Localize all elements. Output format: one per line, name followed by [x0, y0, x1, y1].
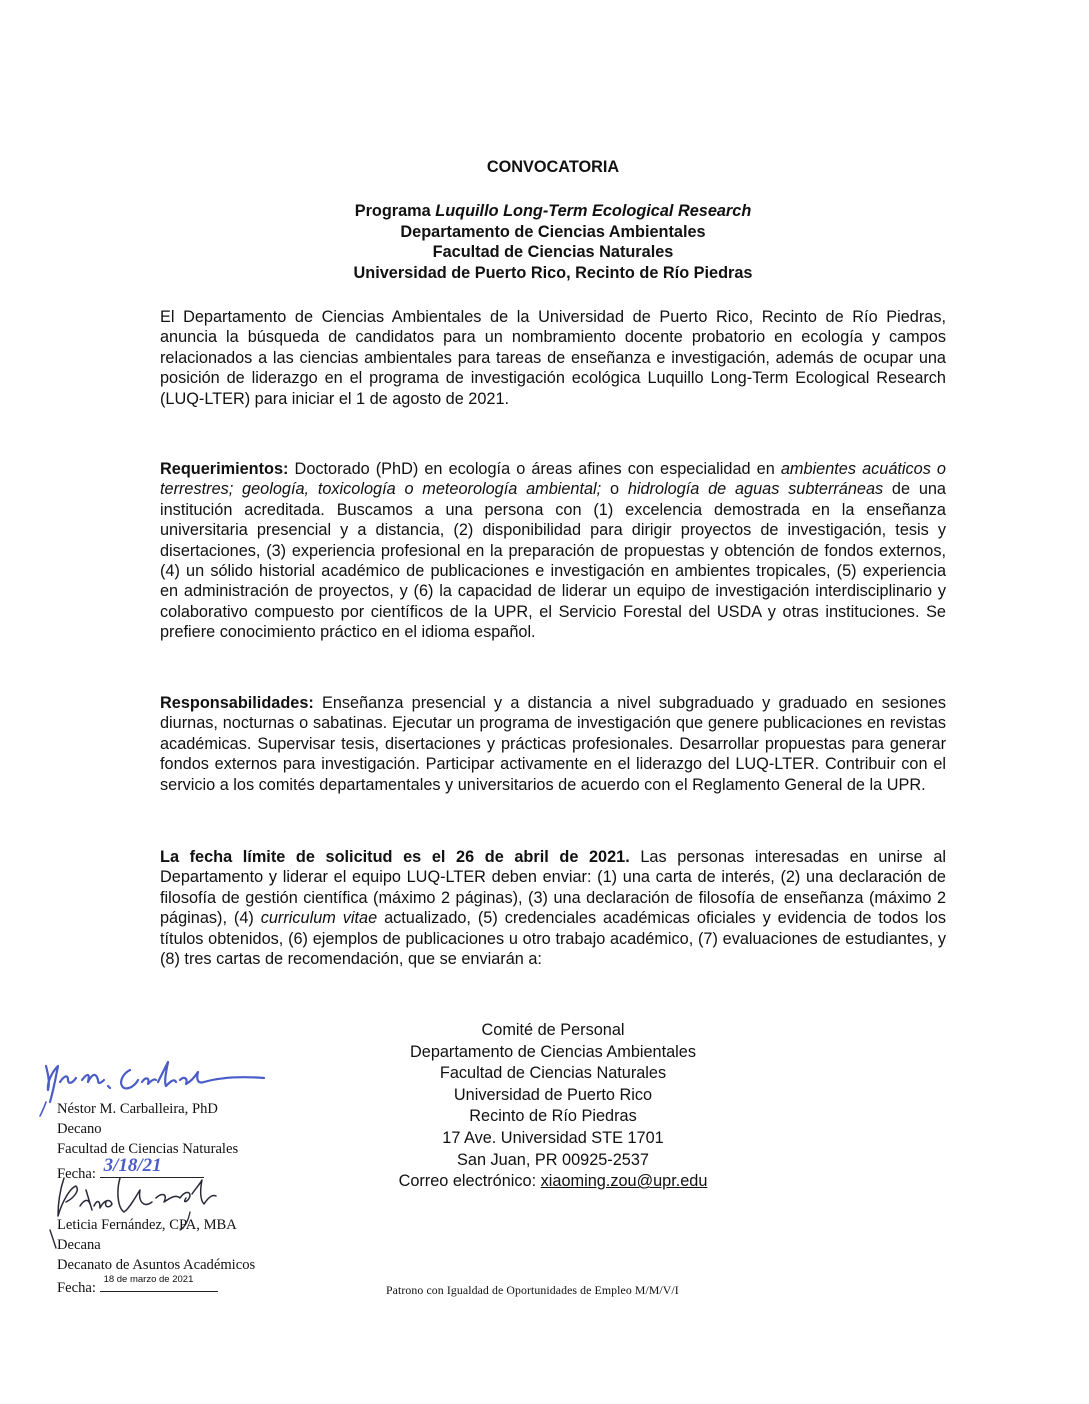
email-label: Correo electrónico: — [398, 1172, 541, 1191]
signatory-name: Néstor M. Carballeira, PhD — [57, 1101, 218, 1117]
requirements-label: Requerimientos: — [160, 460, 289, 478]
responsibilities-text: Enseñanza presencial y a distancia a nivel subgraduado y graduado en sesiones diurnas, nocturnas o sabatinas. Ejecutar un programa de investigación que genere publicaciones en revistas académicas. Supervisar tesis, disertaciones y prácticas profesionales. Desarrollar propuestas para generar fondos externos para investigación. Participar activamente en el liderazgo del LUQ-LTER. Contribuir con el servicio a los comités departamentales y universitarios de acuerdo con el Reglamento General de la UPR. — [160, 694, 946, 794]
signatory-block-academic-dean — [57, 1215, 255, 1298]
address-line: Departamento de Ciencias Ambientales — [410, 1042, 696, 1061]
organization-header — [160, 201, 946, 283]
deadline-paragraph — [160, 847, 946, 969]
signatory-role: Decana — [57, 1237, 101, 1253]
program-line — [160, 201, 946, 222]
address-line: Recinto de Río Piedras — [469, 1107, 637, 1126]
address-line: 17 Ave. Universidad STE 1701 — [442, 1128, 664, 1147]
deadline-text-2: actualizado, (5) credenciales académicas oficiales y evidencia de todos los títulos obtenidos, (6) ejemplos de publicaciones u otro trabajo académico, (7) evaluaciones de estudiantes, y (8) tres cartas de recomendación, que se enviarán a: — [160, 909, 946, 969]
signatory-role: Decano — [57, 1121, 102, 1137]
signatory-date-row — [57, 1155, 238, 1184]
responsibilities-label: Responsabilidades: — [160, 694, 314, 712]
requirements-italic-1: ambientes acuáticos o terrestres; geología, toxicología o meteorología ambiental; — [160, 460, 946, 499]
address-line: San Juan, PR 00925-2537 — [457, 1150, 649, 1169]
handwritten-date: 3/18/21 — [103, 1155, 162, 1176]
intro-paragraph: El Departamento de Ciencias Ambientales de la Universidad de Puerto Rico, Recinto de Río Piedras, anuncia la búsqueda de candidatos para un nombramiento docente probatorio en ecología y campos relacionados a las ciencias ambientales para tareas de enseñanza e investigación, además de ocupar una posición de liderazgo en el programa de investigación ecológica Luquillo Long-Term Ecological Research (LUQ-LTER) para iniciar el 1 de agosto de 2021. — [160, 308, 946, 408]
signatory-unit: Decanato de Asuntos Académicos — [57, 1257, 256, 1273]
requirements-text-1: Doctorado (PhD) en ecología o áreas afines con especialidad en — [288, 460, 781, 478]
program-name: Luquillo Long-Term Ecological Research — [435, 202, 752, 220]
requirements-text-2: o — [601, 480, 628, 499]
deadline-italic-1: curriculum vitae — [260, 909, 378, 928]
university-line: Universidad de Puerto Rico, Recinto de Río Piedras — [353, 263, 753, 282]
deadline-text-1: Las personas interesadas en unirse al Departamento y liderar el equipo LUQ-LTER deben enviar: (1) una carta de interés, (2) una declaración de filosofía de gestión científica (máximo 2 páginas), (3) una declaración de filosofía de enseñanza (máximo 2 páginas), (4) — [160, 848, 946, 928]
requirements-italic-2: hidrología de aguas subterráneas — [627, 480, 884, 499]
date-field — [100, 1275, 218, 1292]
department-line: Departamento de Ciencias Ambientales — [400, 222, 706, 241]
document-title: CONVOCATORIA — [486, 158, 620, 176]
signatory-block-dean — [57, 1099, 238, 1184]
date-field — [100, 1155, 204, 1178]
equal-opportunity-footer: Patrono con Igualdad de Oportunidades de Empleo M/M/V/I — [386, 1283, 679, 1297]
email-link[interactable]: xiaoming.zou@upr.edu — [540, 1172, 708, 1191]
program-prefix: Programa — [354, 202, 436, 220]
signatory-date-row — [57, 1275, 255, 1298]
typed-date: 18 de marzo de 2021 — [103, 1274, 194, 1285]
faculty-line: Facultad de Ciencias Naturales — [432, 243, 674, 261]
responsibilities-paragraph — [160, 693, 946, 795]
requirements-paragraph — [160, 459, 946, 643]
address-line: Universidad de Puerto Rico — [453, 1085, 653, 1104]
address-line: Comité de Personal — [481, 1021, 625, 1039]
signatory-unit: Facultad de Ciencias Naturales — [57, 1141, 239, 1157]
requirements-text-3: de una institución acreditada. Buscamos a una persona con (1) excelencia demostrada en la enseñanza universitaria presencial y a distancia, (2) disponibilidad para dirigir proyectos de investigación, tesis y disertaciones, (3) experiencia profesional en la preparación de propuestas y obtención de fondos externos, (4) un sólido historial académico de publicaciones e investigación en ambientes tropicales, (5) experiencia en administración de proyectos, y (6) la capacidad de liderar un equipo de investigación interdisciplinario y colaborativo compuesto por científicos de la UPR, el Servicio Forestal del USDA y otras instituciones. Se prefiere conocimiento práctico en el idioma español. — [160, 480, 946, 642]
email-line — [352, 1171, 754, 1193]
deadline-label: La fecha límite de solicitud es el 26 de abril de 2021. — [160, 848, 630, 866]
signatory-name: Leticia Fernández, CPA, MBA — [57, 1217, 237, 1233]
date-label: Fecha: — [57, 1280, 96, 1296]
mailing-address — [352, 1020, 754, 1193]
address-line: Facultad de Ciencias Naturales — [439, 1064, 667, 1083]
date-label: Fecha: — [57, 1166, 96, 1182]
